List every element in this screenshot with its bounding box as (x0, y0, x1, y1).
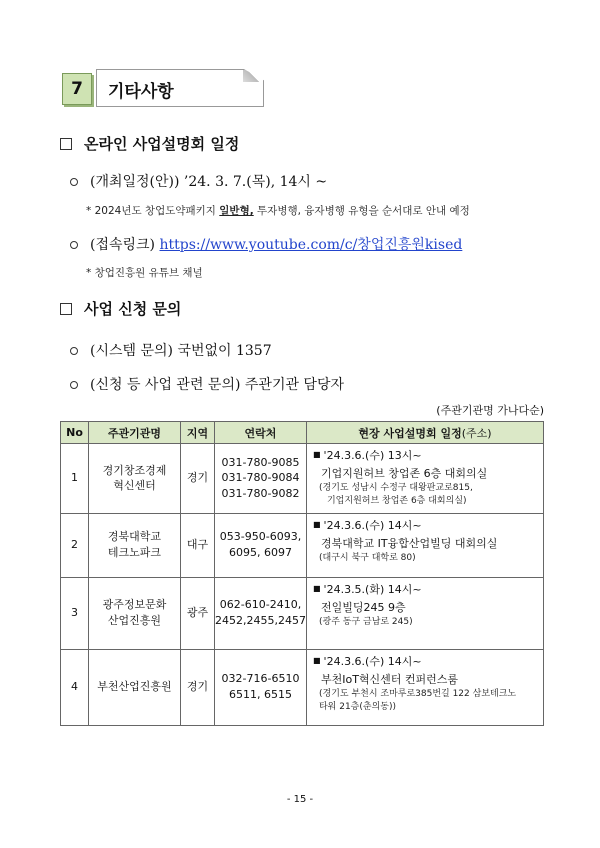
table-row (61, 649, 544, 725)
circle-bullet-icon (70, 241, 78, 249)
link-note: * 창업진흥원 유튜브 채널 (86, 267, 203, 279)
row-org: 경북대학교 테크노파크 (89, 513, 181, 577)
col-header-place: 현장 사업설명회 일정(주소) (306, 422, 543, 444)
business-inquiry-line: (신청 등 사업 관련 문의) 주관기관 담당자 (70, 374, 344, 394)
row-region: 광주 (181, 577, 215, 649)
row-contact: 031-780-9085 031-780-9084 031-780-9082 (215, 444, 307, 514)
square-bullet-icon (60, 138, 72, 150)
youtube-link[interactable]: https://www.youtube.com/c/창업진흥원kised (159, 237, 463, 253)
section-header (62, 69, 264, 109)
row-no: 4 (61, 649, 89, 725)
table-header-row (61, 422, 544, 444)
circle-bullet-icon (70, 178, 78, 186)
row-no: 3 (61, 577, 89, 649)
col-header-no: No (61, 422, 89, 444)
circle-bullet-icon (70, 381, 78, 389)
section-number: 7 (62, 73, 92, 105)
row-place: ■ '24.3.6.(수) 14시~ 경북대학교 IT융합산업빌딩 대회의실 (대구시 북구 대학로 80) (306, 513, 543, 577)
link-line: (접속링크) https://www.youtube.com/c/창업진흥원kised (70, 234, 462, 254)
row-place: ■ '24.3.5.(화) 14시~ 전일빌딩245 9층 (광주 동구 금남로 245) (306, 577, 543, 649)
circle-bullet-icon (70, 347, 78, 355)
table-row (61, 513, 544, 577)
row-region: 경기 (181, 444, 215, 514)
row-contact: 032-716-6510 6511, 6515 (215, 649, 307, 725)
section-title: 기타사항 (108, 82, 174, 102)
square-bullet-icon (60, 303, 72, 315)
row-place: ■ '24.3.6.(수) 13시~ 기업지원허브 창업존 6층 대회의실 (경기도 성남시 수정구 대왕판교로815, 기업지원허브 창업존 6층 대회의실) (306, 444, 543, 514)
schedule-note: * 2024년도 창업도약패키지 일반형, 투자병행, 융자병행 유형을 순서대로 안내 예정 (86, 205, 470, 217)
table-sort-note: (주관기관명 가나다순) (436, 404, 544, 417)
system-inquiry-line: (시스템 문의) 국번없이 1357 (70, 340, 272, 360)
row-no: 1 (61, 444, 89, 514)
row-no: 2 (61, 513, 89, 577)
table-row (61, 444, 544, 514)
row-org: 광주정보문화 산업진흥원 (89, 577, 181, 649)
row-place: ■ '24.3.6.(수) 14시~ 부천IoT혁신센터 컨퍼런스룸 (경기도 부천시 조마루로385번길 122 삼보테크노 타워 21층(춘의동)) (306, 649, 543, 725)
col-header-contact: 연락처 (215, 422, 307, 444)
contact-table (60, 421, 544, 726)
row-region: 경기 (181, 649, 215, 725)
inquiry-heading: 사업 신청 문의 (60, 298, 181, 319)
online-briefing-heading: 온라인 사업설명회 일정 (60, 133, 239, 154)
row-contact: 062-610-2410, 2452,2455,2457 (215, 577, 307, 649)
col-header-region: 지역 (181, 422, 215, 444)
row-org: 경기창조경제 혁신센터 (89, 444, 181, 514)
row-contact: 053-950-6093, 6095, 6097 (215, 513, 307, 577)
row-region: 대구 (181, 513, 215, 577)
col-header-org: 주관기관명 (89, 422, 181, 444)
table-row (61, 577, 544, 649)
row-org: 부천산업진흥원 (89, 649, 181, 725)
page-number: - 15 - (286, 794, 314, 805)
schedule-line: (개최일정(안)) ’24. 3. 7.(목), 14시 ~ (70, 171, 327, 191)
